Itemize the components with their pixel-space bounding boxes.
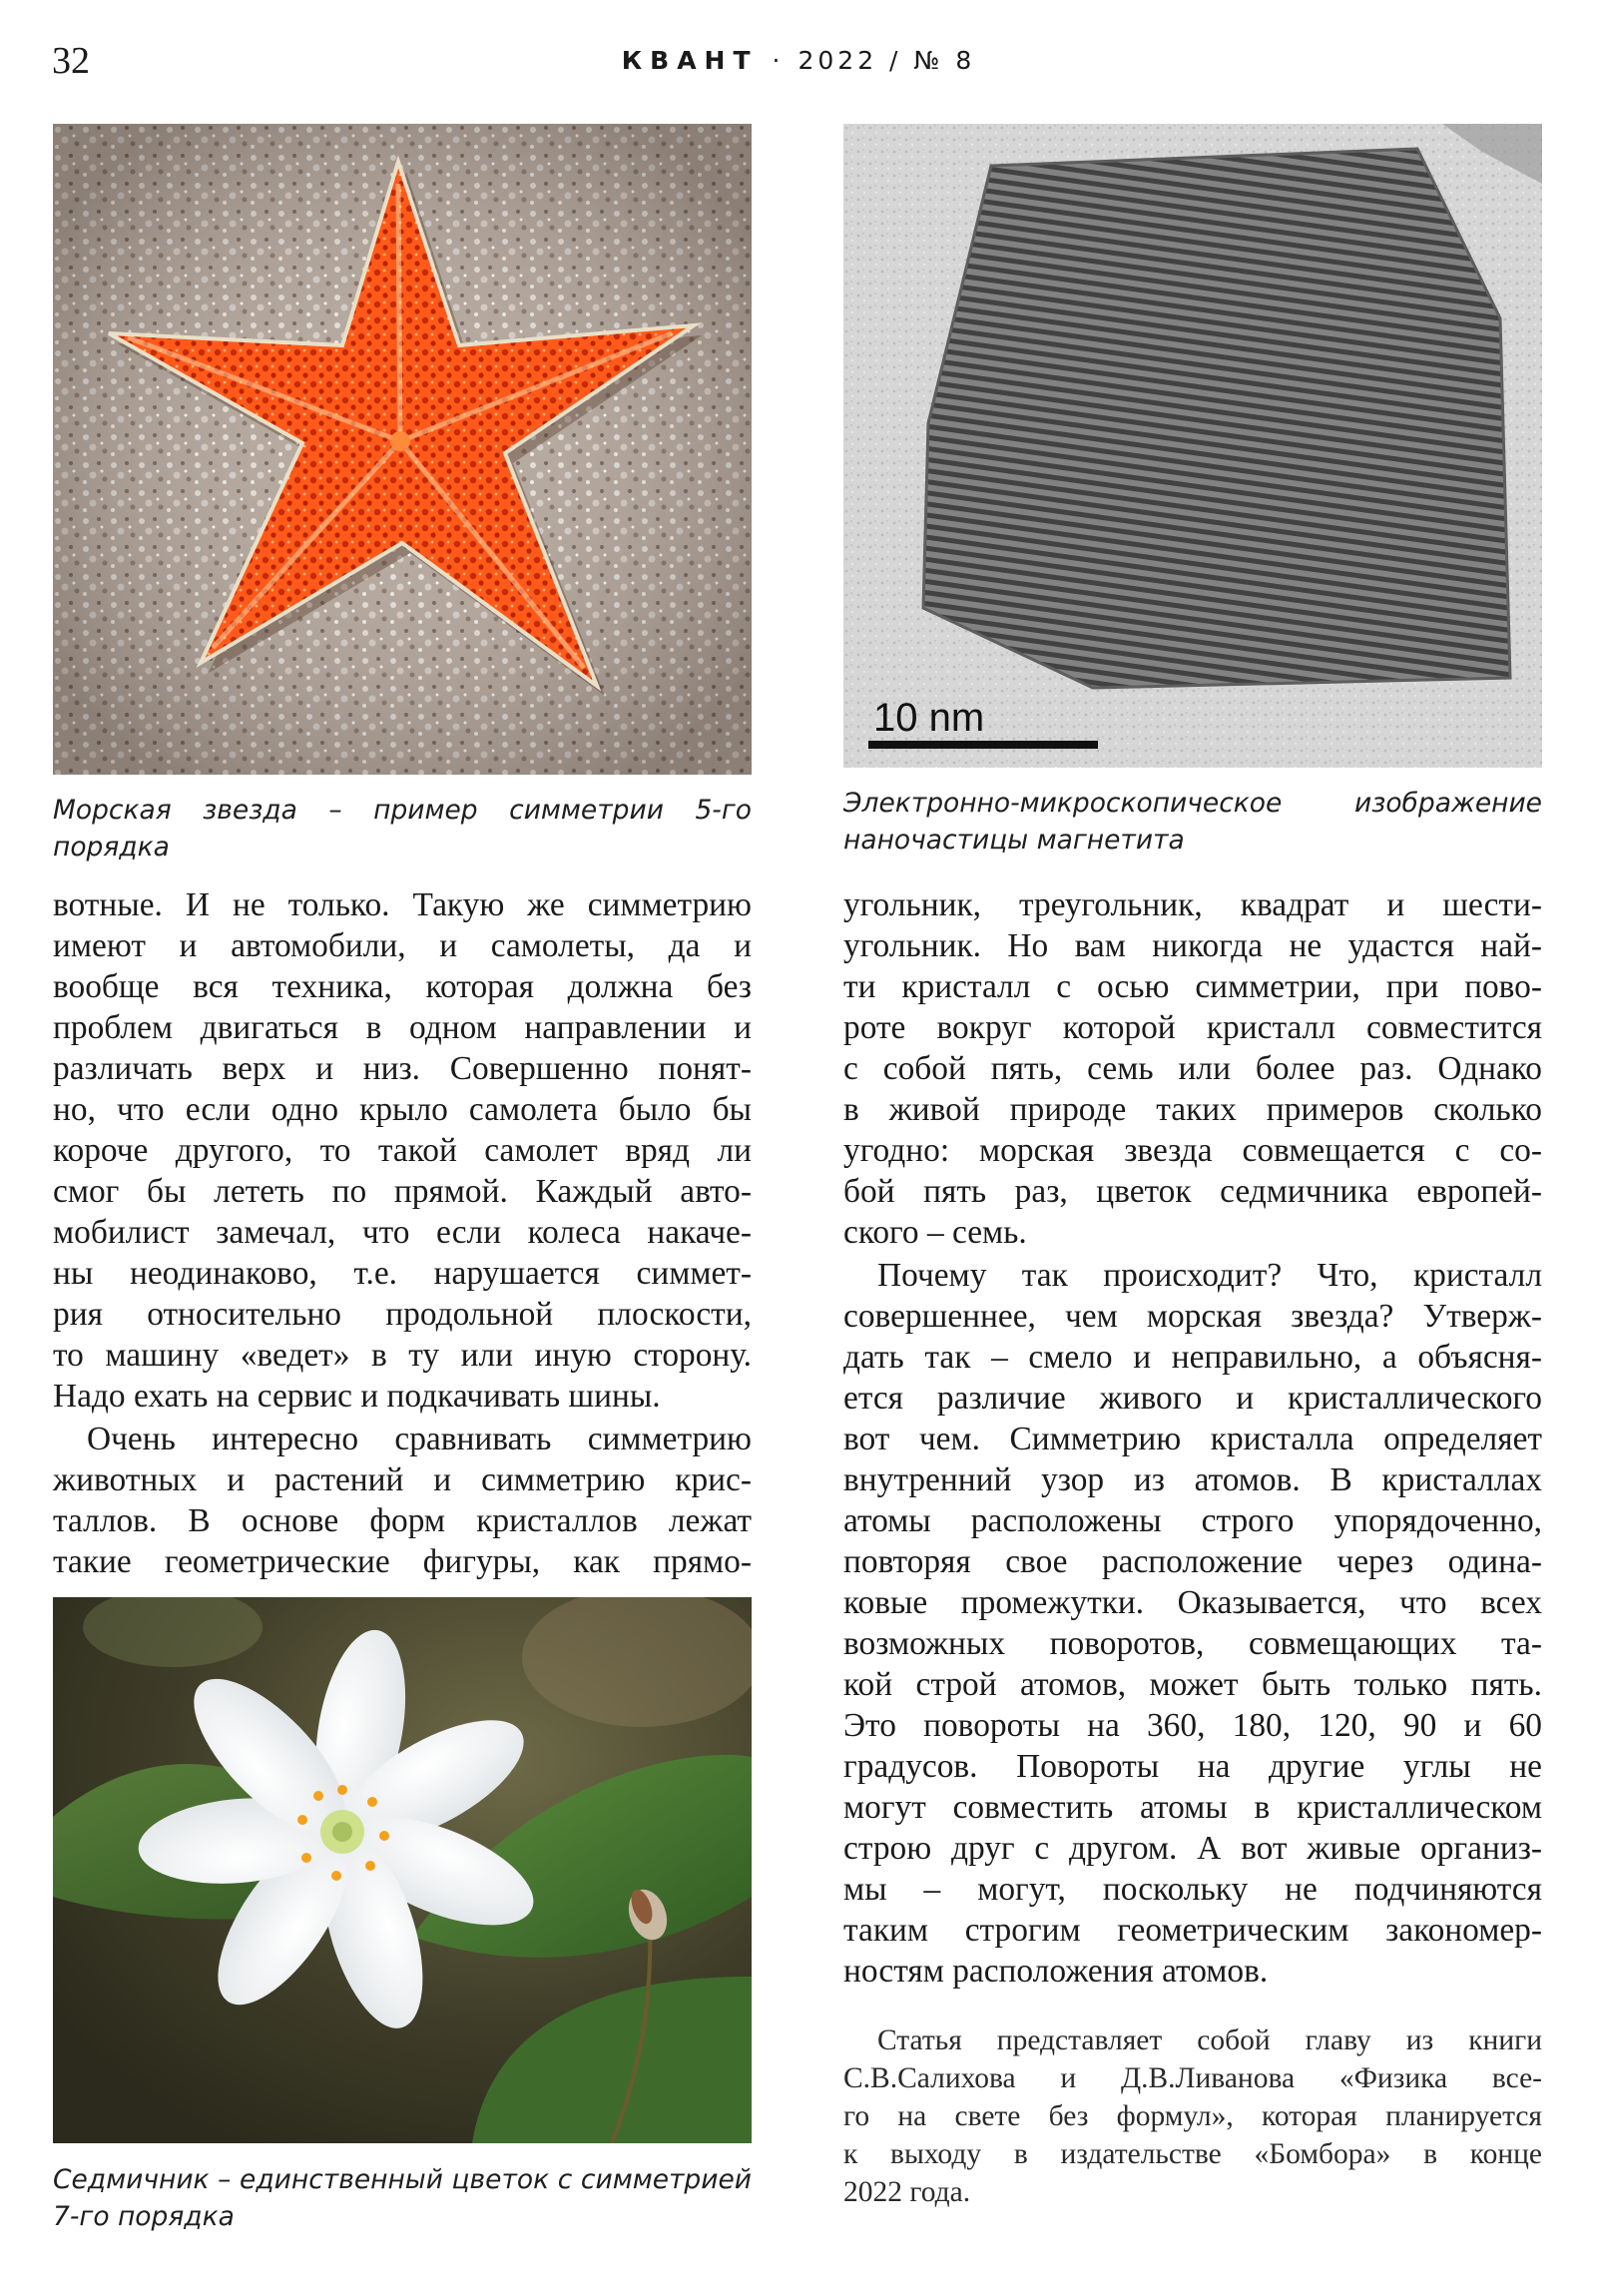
tem-illustration	[843, 124, 1542, 768]
right-column-top	[843, 884, 1542, 1253]
tem-micrograph	[843, 124, 1542, 768]
text-line: повторяя свое расположение через одина-	[843, 1543, 1542, 1580]
text-line: ностям расположения атомов.	[843, 1953, 1269, 1990]
text-line: Надо ехать на сервис и подкачивать шины.	[53, 1378, 661, 1415]
text-line: строю друг с другом. А вот живые организ-	[843, 1830, 1542, 1867]
note-line: 2022 года.	[843, 2176, 971, 2208]
text-line: угодно: морская звезда совмещается с со-	[843, 1132, 1542, 1169]
running-head	[0, 48, 1597, 73]
text-line: смог бы лететь по прямой. Каждый авто-	[53, 1173, 752, 1210]
text-line: Очень интересно сравнивать симметрию	[87, 1421, 752, 1457]
text-line: но, что если одно крыло самолета было бы	[53, 1091, 752, 1128]
flower-photo	[53, 1597, 752, 2143]
text-line: вот чем. Симметрию кристалла определяет	[843, 1421, 1542, 1457]
text-line: такие геометрические фигуры, как прямо-	[53, 1543, 752, 1580]
flower-caption: Седмичник – единственный цветок с симметрией 7-го порядка	[53, 2164, 752, 2232]
starfish-photo	[53, 124, 752, 775]
text-line: ется различие живого и кристаллического	[843, 1380, 1542, 1417]
text-line: проблем двигаться в одном направлении и	[53, 1009, 752, 1046]
header-separator: ·	[772, 46, 785, 75]
text-line: роте вокруг которой кристалл совместится	[843, 1009, 1542, 1046]
text-line: внутренний узор из атомов. В кристаллах	[843, 1461, 1542, 1498]
note-line: го на свете без формул», которая планируется	[843, 2100, 1542, 2132]
text-line: ны неодинаково, т.е. нарушается симмет-	[53, 1255, 752, 1292]
source-note	[843, 2021, 1542, 2211]
text-line: ти кристалл с осью симметрии, при пово-	[843, 968, 1542, 1005]
text-line: вообще вся техника, которая должна без	[53, 968, 752, 1005]
text-line: угольник, треугольник, квадрат и шести-	[843, 886, 1542, 923]
text-line: Это повороты на 360, 180, 120, 90 и 60	[843, 1707, 1542, 1744]
left-column-top	[53, 884, 752, 1417]
note-line: Статья представляет собой главу из книги	[877, 2024, 1542, 2056]
page-number: 32	[52, 40, 90, 82]
text-line: таллов. В основе форм кристаллов лежат	[53, 1502, 752, 1539]
text-line: то машину «ведет» в ту или иную сторону.	[53, 1337, 752, 1374]
text-line: короче другого, то такой самолет вряд ли	[53, 1132, 752, 1169]
text-line: Почему так происходит? Что, кристалл	[877, 1257, 1542, 1294]
text-line: ковые промежутки. Оказывается, что всех	[843, 1584, 1542, 1621]
text-line: с собой пять, семь или более раз. Однако	[843, 1050, 1542, 1087]
text-line: угольник. Но вам никогда не удастся най-	[843, 927, 1542, 964]
text-line: совершеннее, чем морская звезда? Утверж-	[843, 1298, 1542, 1335]
text-line: вотные. И не только. Такую же симметрию	[53, 886, 752, 923]
text-line: могут совместить атомы в кристаллическом	[843, 1789, 1542, 1826]
text-line: различать верх и низ. Совершенно понят-	[53, 1050, 752, 1087]
text-line: в живой природе таких примеров сколько	[843, 1091, 1542, 1128]
tem-scale-label: 10 nm	[873, 696, 985, 740]
starfish-illustration	[53, 124, 752, 775]
note-line: С.В.Салихова и Д.В.Ливанова «Физика все-	[843, 2062, 1542, 2094]
left-column-bottom	[53, 1419, 752, 1582]
text-line: рия относительно продольной плоскости,	[53, 1296, 752, 1333]
text-line: бой пять раз, цветок седмичника европей-	[843, 1173, 1542, 1210]
right-column-bottom	[843, 1255, 1542, 1992]
text-line: ского – семь.	[843, 1214, 1027, 1251]
journal-title: КВАНТ	[621, 46, 759, 75]
text-line: имеют и автомобили, и самолеты, да и	[53, 927, 752, 964]
text-line: кой строй атомов, может быть только пять.	[843, 1666, 1542, 1703]
text-line: животных и растений и симметрию крис-	[53, 1461, 752, 1498]
text-line: мобилист замечал, что если колеса накаче-	[53, 1214, 752, 1251]
text-line: градусов. Повороты на другие углы не	[843, 1748, 1542, 1785]
text-line: таким строгим геометрическим закономер-	[843, 1912, 1542, 1949]
flower-illustration	[53, 1597, 752, 2143]
tem-caption: Электронно-микроскопическое изображение наночастицы магнетита	[843, 788, 1542, 856]
text-line: дать так – смело и неправильно, а объясня-	[843, 1339, 1542, 1376]
text-line: мы – могут, поскольку не подчиняются	[843, 1871, 1542, 1908]
issue-number: 2022 / № 8	[798, 46, 976, 75]
text-line: атомы расположены строго упорядоченно,	[843, 1502, 1542, 1539]
note-line: к выходу в издательстве «Бомбора» в конце	[843, 2138, 1542, 2170]
text-line: возможных поворотов, совмещающих та-	[843, 1625, 1542, 1662]
starfish-caption: Морская звезда – пример симметрии 5-го порядка	[53, 795, 752, 862]
